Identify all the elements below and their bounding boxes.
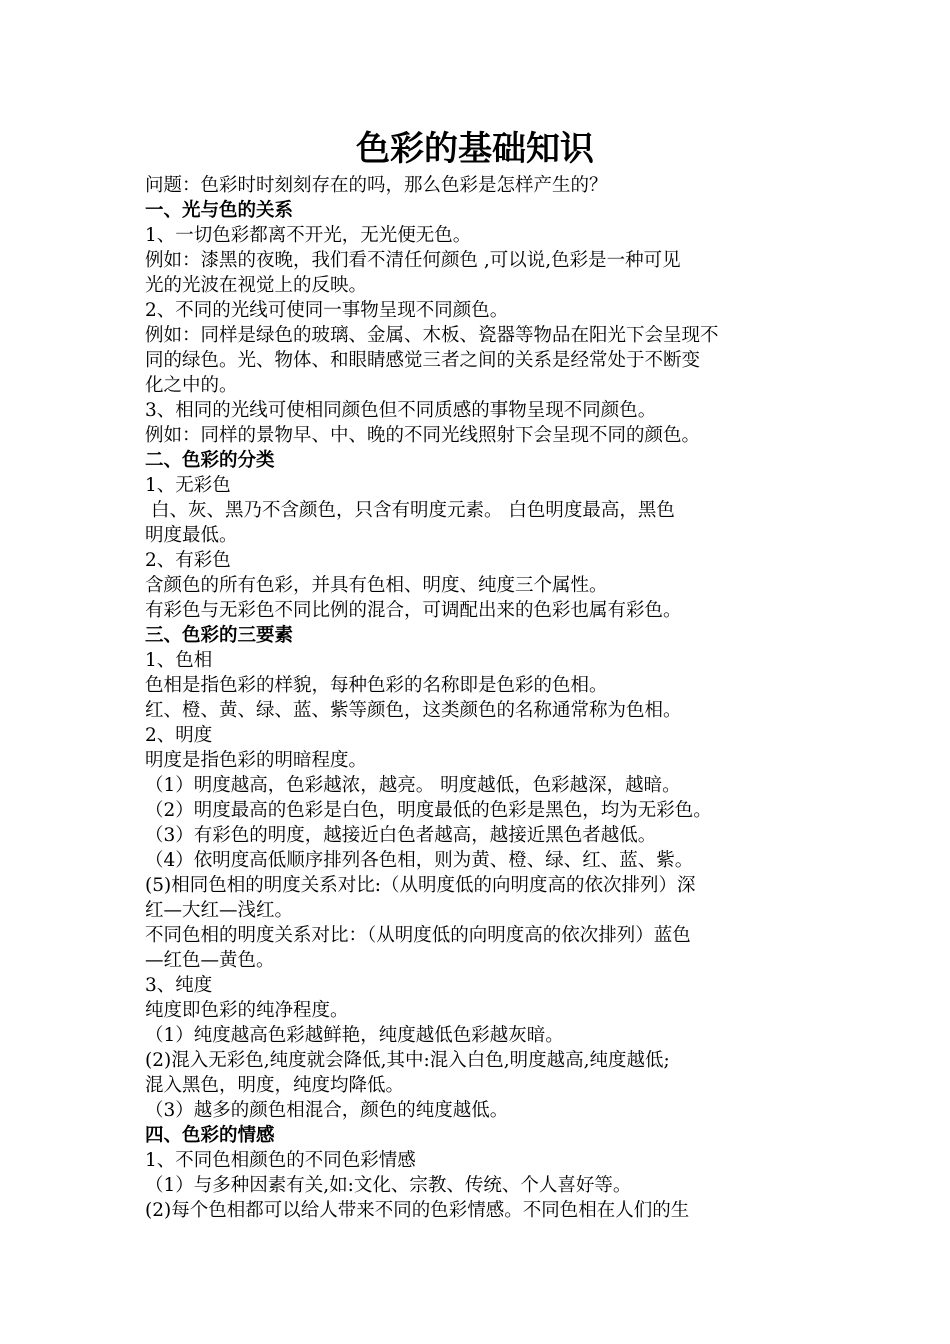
text-line: 不同色相的明度关系对比：（从明度低的向明度高的依次排列）蓝色 [145,925,691,946]
text-line: 光的光波在视觉上的反映。 [145,275,368,296]
text-line: （4）依明度高低顺序排列各色相，则为黄、橙、绿、红、蓝、紫。 [145,850,694,871]
text-line: （2）明度最高的色彩是白色，明度最低的色彩是黑色，均为无彩色。 [145,800,712,821]
text-line: 1、色相 [145,650,213,671]
section-heading: 四、色彩的情感 [145,1125,275,1146]
text-line: 例如：同样的景物早、中、晚的不同光线照射下会呈现不同的颜色。 [145,425,701,446]
text-line: 2、不同的光线可使同一事物呈现不同颜色。 [145,300,509,321]
text-line: （3）越多的颜色相混合，颜色的纯度越低。 [145,1100,509,1121]
text-line: 2、有彩色 [145,550,231,571]
text-line: （1）纯度越高色彩越鲜艳，纯度越低色彩越灰暗。 [145,1025,564,1046]
text-line: 同的绿色。光、物体、和眼睛感觉三者之间的关系是经常处于不断变 [145,350,701,371]
text-line: 白、灰、黑乃不含颜色，只含有明度元素。 白色明度最高，黑色 [151,500,675,521]
text-line: 明度最低。 [145,525,238,546]
document-body [145,173,817,1223]
document-title: 色彩的基础知识 [356,129,594,169]
text-line: 3、纯度 [145,975,213,996]
text-line: （3）有彩色的明度，越接近白色者越高，越接近黑色者越低。 [145,825,657,846]
section-heading: 一、光与色的关系 [145,200,294,221]
text-line: 红、橙、黄、绿、蓝、紫等颜色，这类颜色的名称通常称为色相。 [145,700,682,721]
text-line: 混入黑色，明度，纯度均降低。 [145,1075,405,1096]
text-line: 纯度即色彩的纯净程度。 [145,1000,349,1021]
text-line: 例如：同样是绿色的玻璃、金属、木板、瓷器等物品在阳光下会呈现不 [145,325,719,346]
text-line: 有彩色与无彩色不同比例的混合，可调配出来的色彩也属有彩色。 [145,600,682,621]
text-line: 例如：漆黑的夜晚，我们看不清任何颜色 ,可以说,色彩是一种可见 [145,250,681,271]
text-line: 1、不同色相颜色的不同色彩情感 [145,1150,416,1171]
text-line: 明度是指色彩的明暗程度。 [145,750,368,771]
text-line: 问题：色彩时时刻刻存在的吗，那么色彩是怎样产生的？ [145,175,608,196]
text-line: 红—大红—浅红。 [145,900,294,921]
text-line: (5)相同色相的明度关系对比:（从明度低的向明度高的依次排列）深 [145,875,696,896]
text-line: (2)每个色相都可以给人带来不同的色彩情感。不同色相在人们的生 [145,1200,690,1221]
text-line: 2、明度 [145,725,213,746]
section-heading: 二、色彩的分类 [145,450,275,471]
text-line: （1）明度越高，色彩越浓，越亮。 明度越低，色彩越深，越暗。 [145,775,681,796]
text-line: —红色—黄色。 [145,950,275,971]
text-line: (2)混入无彩色,纯度就会降低,其中:混入白色,明度越高,纯度越低; [145,1050,670,1071]
section-heading: 三、色彩的三要素 [145,625,294,646]
text-line: 3、相同的光线可使相同颜色但不同质感的事物呈现不同颜色。 [145,400,657,421]
text-line: 色相是指色彩的样貌，每种色彩的名称即是色彩的色相。 [145,675,608,696]
text-line: （1）与多种因素有关,如:文化、宗教、传统、个人喜好等。 [145,1175,632,1196]
text-line: 化之中的。 [145,375,238,396]
text-line: 1、一切色彩都离不开光，无光便无色。 [145,225,472,246]
text-line: 含颜色的所有色彩，并具有色相、明度、纯度三个属性。 [145,575,608,596]
text-line: 1、无彩色 [145,475,231,496]
